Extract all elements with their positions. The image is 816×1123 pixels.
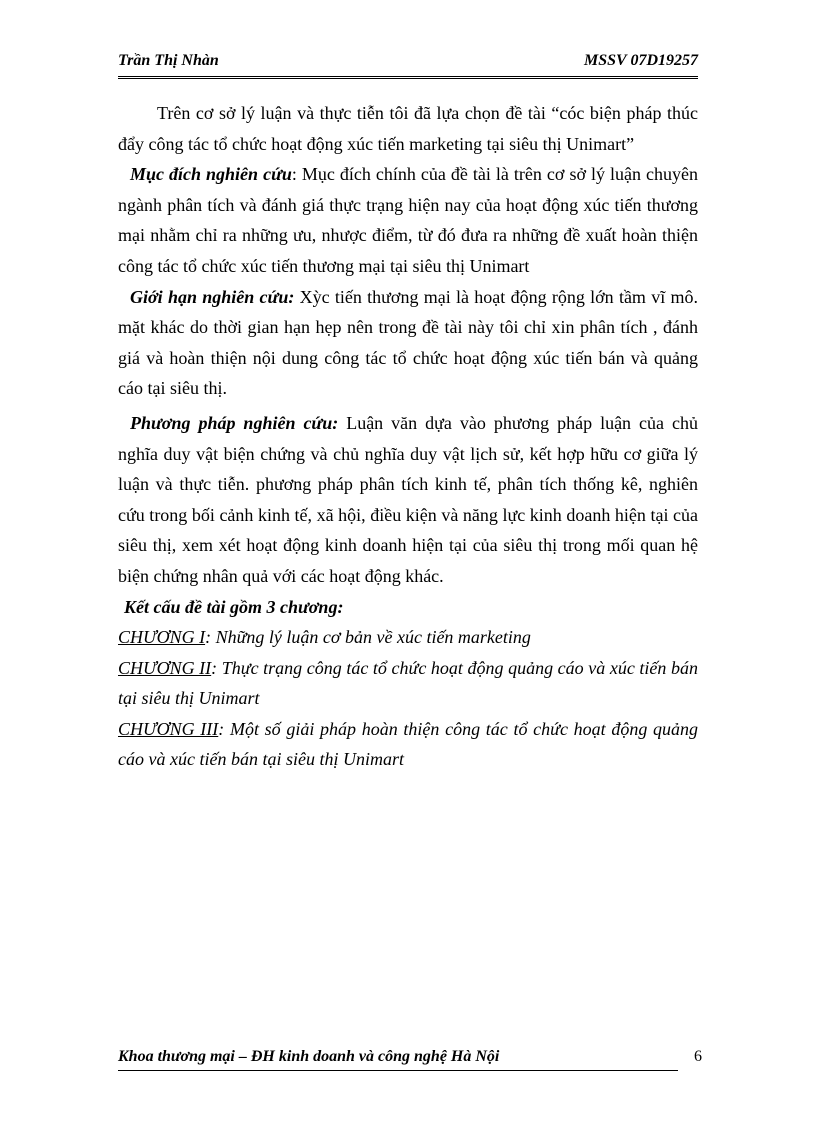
purpose-paragraph — [118, 159, 698, 281]
chapter-label: CHƯƠNG I — [118, 627, 206, 648]
structure-label: Kết cấu đề tài gồm 3 chương: — [124, 596, 344, 617]
scope-paragraph — [118, 282, 698, 404]
page-header — [118, 52, 698, 79]
footer-text: Khoa thương mại – ĐH kinh doanh và công nghệ Hà Nội — [118, 1048, 500, 1065]
chapter-text: : Một số giải pháp hoàn thiện công tác tổ chức hoạt động quảng cáo và xúc tiến bán tại siêu thị Unimart — [118, 718, 699, 770]
chapter-text: : Những lý luận cơ bản về xúc tiến marketing — [205, 627, 531, 648]
scope-label: Giới hạn nghiên cứu: — [130, 286, 295, 307]
chapter-text: : Thực trạng công tác tổ chức hoạt động quảng cáo và xúc tiến bán tại siêu thị Unimart — [118, 657, 698, 709]
method-label: Phương pháp nghiên cứu: — [130, 412, 339, 433]
purpose-text: : Mục đích chính của đề tài là trên cơ sở lý luận chuyên ngành phân tích và đánh giá thực trạng hiện nay của hoạt động xúc tiến thương mại nhằm chỉ ra những ưu, nhược điểm, từ đó đưa ra những đề xuất hoàn thiện công tác tổ chức xúc tiến thương mại tại siêu thị Unimart — [118, 164, 699, 276]
page-number: 6 — [694, 1048, 702, 1065]
scope-text: Xỳc tiến thương mại là hoạt động rộng lớn tầm vĩ mô. mặt khác do thời gian hạn hẹp nên trong đề tài này tôi chỉ xin phân tích , đánh giá và hoàn thiện nội dung công tác tổ chức hoạt động xúc tiến bán và quảng cáo tại siêu thị. — [118, 286, 699, 399]
intro-paragraph: Trên cơ sở lý luận và thực tiễn tôi đã lựa chọn đề tài “cóc biện pháp thúc đẩy công tác tổ chức hoạt động xúc tiến marketing tại siêu thị Unimart” — [118, 103, 698, 154]
student-id: MSSV 07D19257 — [584, 52, 698, 69]
chapter-item — [118, 622, 698, 653]
document-body — [118, 98, 698, 775]
chapter-label: CHƯƠNG II — [118, 657, 212, 678]
page-footer — [118, 1048, 678, 1071]
structure-heading — [118, 592, 698, 623]
method-text: Luận văn dựa vào phương pháp luận của chủ nghĩa duy vật biện chứng và chủ nghĩa duy vật lịch sử, kết hợp hữu cơ giữa lý luận và thực tiễn. phương pháp phân tích kinh tế, phân tích thống kê, nghiên cứu trong bối cảnh kinh tế, xã hội, điều kiện và năng lực kinh doanh hiện tại của siêu thị, xem xét hoạt động kinh doanh hiện tại của siêu thị trong mối quan hệ biện chứng nhân quả với các hoạt động khác. — [118, 412, 698, 586]
chapter-item — [118, 653, 698, 714]
chapter-label: CHƯƠNG III — [118, 718, 219, 739]
chapter-item — [118, 714, 698, 775]
author-name: Trần Thị Nhàn — [118, 52, 219, 69]
method-paragraph — [118, 408, 698, 592]
purpose-label: Mục đích nghiên cứu — [130, 164, 292, 185]
